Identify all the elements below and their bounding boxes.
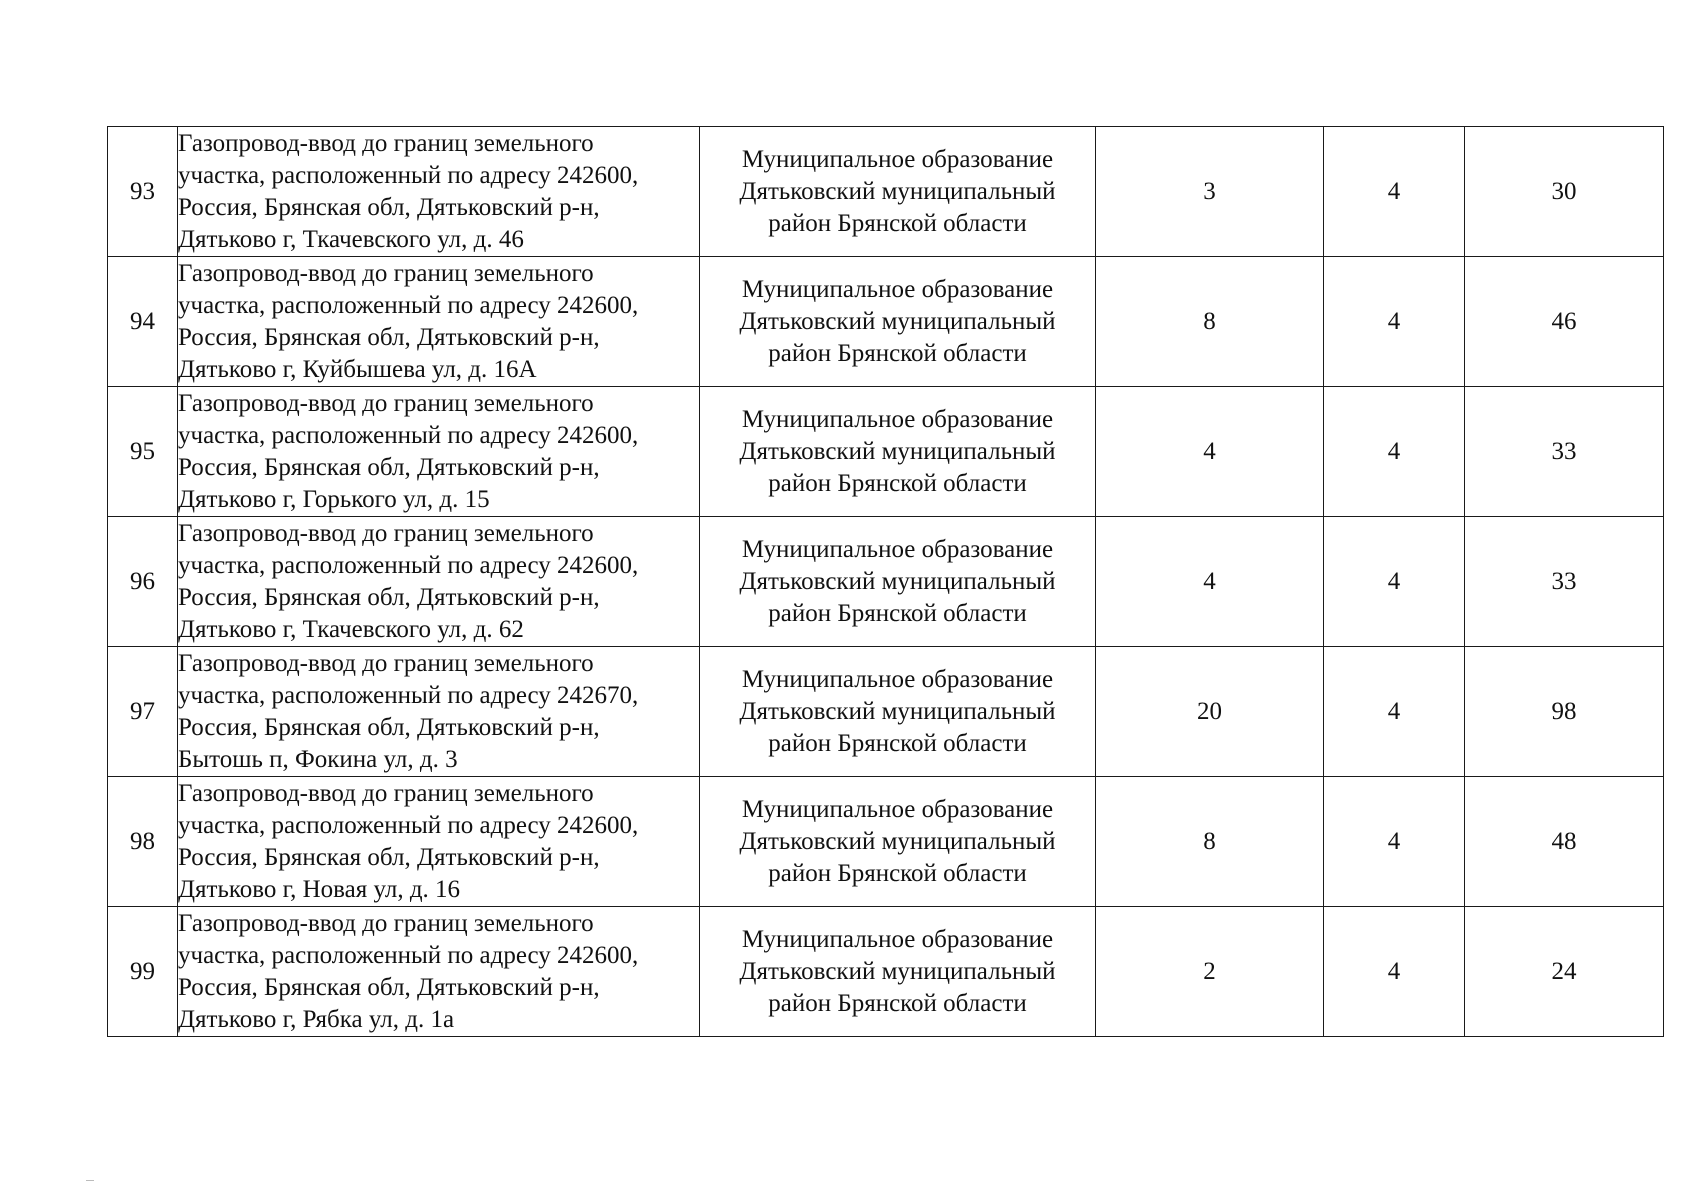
value-a-cell: 20	[1096, 647, 1324, 777]
owner-name: Муниципальное образование Дятьковский муниципальный район Брянской области	[739, 275, 1056, 367]
value-a-cell: 2	[1096, 907, 1324, 1037]
value-c-cell: 48	[1465, 777, 1664, 907]
value-c-cell: 33	[1465, 387, 1664, 517]
value-b-cell: 4	[1324, 387, 1465, 517]
object-name: Газопровод-ввод до границ земельного участка, расположенный по адресу 242600, Россия, Брянская обл, Дятьковский р-н, Дятьково г, Горького ул, д. 15	[178, 389, 639, 513]
registry-table	[107, 126, 1664, 1037]
value-b-cell: 4	[1324, 647, 1465, 777]
value-c-cell: 30	[1465, 127, 1664, 257]
scan-artifact	[86, 1180, 94, 1181]
object-name-cell	[178, 257, 700, 387]
value-b-cell: 4	[1324, 907, 1465, 1037]
row-number: 99	[108, 907, 178, 1037]
owner-cell	[700, 777, 1096, 907]
table-row	[108, 647, 1664, 777]
table-row	[108, 777, 1664, 907]
value-c-cell: 46	[1465, 257, 1664, 387]
owner-name: Муниципальное образование Дятьковский муниципальный район Брянской области	[739, 925, 1056, 1017]
object-name: Газопровод-ввод до границ земельного участка, расположенный по адресу 242600, Россия, Брянская обл, Дятьковский р-н, Дятьково г, Куйбышева ул, д. 16А	[178, 259, 639, 383]
table-row	[108, 257, 1664, 387]
object-name-cell	[178, 647, 700, 777]
owner-name: Муниципальное образование Дятьковский муниципальный район Брянской области	[739, 795, 1056, 887]
value-a-cell: 8	[1096, 257, 1324, 387]
object-name: Газопровод-ввод до границ земельного участка, расположенный по адресу 242600, Россия, Брянская обл, Дятьковский р-н, Дятьково г, Ткачевского ул, д. 62	[178, 519, 639, 643]
object-name-cell	[178, 127, 700, 257]
owner-cell	[700, 387, 1096, 517]
row-number: 97	[108, 647, 178, 777]
table-row	[108, 127, 1664, 257]
row-number: 96	[108, 517, 178, 647]
value-a-cell: 8	[1096, 777, 1324, 907]
table-row	[108, 907, 1664, 1037]
value-b-cell: 4	[1324, 257, 1465, 387]
object-name-cell	[178, 907, 700, 1037]
value-c-cell: 24	[1465, 907, 1664, 1037]
row-number: 94	[108, 257, 178, 387]
value-b-cell: 4	[1324, 517, 1465, 647]
row-number: 95	[108, 387, 178, 517]
owner-name: Муниципальное образование Дятьковский муниципальный район Брянской области	[739, 535, 1056, 627]
owner-cell	[700, 517, 1096, 647]
value-b-cell: 4	[1324, 127, 1465, 257]
object-name: Газопровод-ввод до границ земельного участка, расположенный по адресу 242600, Россия, Брянская обл, Дятьковский р-н, Дятьково г, Рябка ул, д. 1а	[178, 909, 639, 1033]
table-row	[108, 517, 1664, 647]
object-name-cell	[178, 517, 700, 647]
owner-name: Муниципальное образование Дятьковский муниципальный район Брянской области	[739, 145, 1056, 237]
table-row	[108, 387, 1664, 517]
value-b-cell: 4	[1324, 777, 1465, 907]
owner-cell	[700, 127, 1096, 257]
row-number: 98	[108, 777, 178, 907]
row-number: 93	[108, 127, 178, 257]
object-name-cell	[178, 777, 700, 907]
object-name-cell	[178, 387, 700, 517]
owner-cell	[700, 257, 1096, 387]
value-c-cell: 98	[1465, 647, 1664, 777]
object-name: Газопровод-ввод до границ земельного участка, расположенный по адресу 242600, Россия, Брянская обл, Дятьковский р-н, Дятьково г, Новая ул, д. 16	[178, 779, 639, 903]
value-c-cell: 33	[1465, 517, 1664, 647]
value-a-cell: 4	[1096, 387, 1324, 517]
value-a-cell: 3	[1096, 127, 1324, 257]
object-name: Газопровод-ввод до границ земельного участка, расположенный по адресу 242600, Россия, Брянская обл, Дятьковский р-н, Дятьково г, Ткачевского ул, д. 46	[178, 129, 639, 253]
owner-cell	[700, 647, 1096, 777]
object-name: Газопровод-ввод до границ земельного участка, расположенный по адресу 242670, Россия, Брянская обл, Дятьковский р-н, Бытошь п, Фокина ул, д. 3	[178, 649, 639, 773]
owner-cell	[700, 907, 1096, 1037]
owner-name: Муниципальное образование Дятьковский муниципальный район Брянской области	[739, 665, 1056, 757]
owner-name: Муниципальное образование Дятьковский муниципальный район Брянской области	[739, 405, 1056, 497]
value-a-cell: 4	[1096, 517, 1324, 647]
